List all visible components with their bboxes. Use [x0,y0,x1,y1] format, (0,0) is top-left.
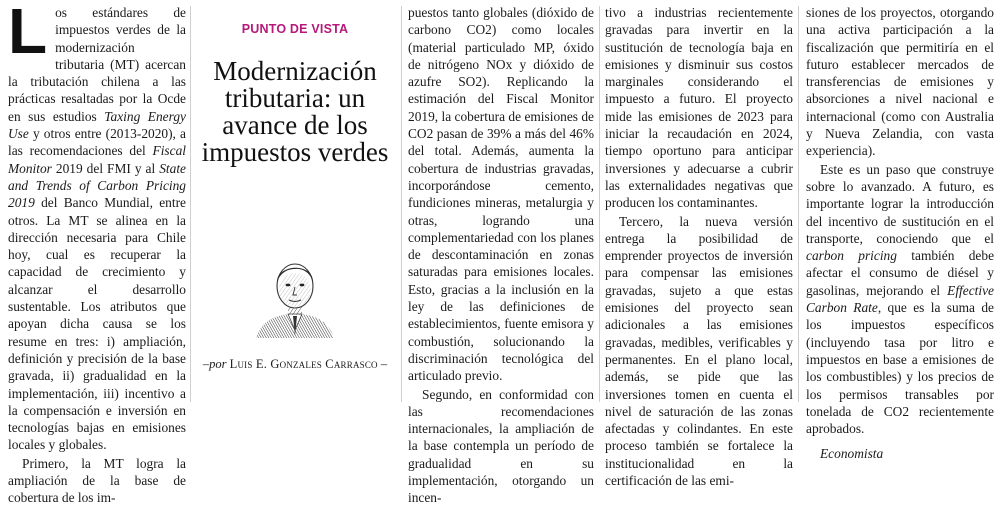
article-column-1 [8,0,186,507]
paragraph-4: Segundo, en conformidad con las recomendaciones internacionales, la ampliación de la base contempla un período de gradualidad en su implementación, otorgando un incen- [408,386,594,506]
headline-block [192,0,398,406]
byline: –por Luis E. Gonzales Carrasco – [202,357,388,371]
column-divider [190,6,191,402]
paragraph-8: Este es un paso que construye sobre lo avanzado. A futuro, es importante lograr la introducción del incentivo de sustitución en el transporte, conociendo que el carbon pricing también debe afectar el consumo de diésel y gasolinas, mejorando el Effective Carbon Rate, que es la suma de los impuestos específicos (incluyendo tasa por litro e impuestos en base a emisiones de los combustibles) y los precios de los permisos transables por tonelada de CO2 recientemente aprobados. [806,161,995,437]
author-name: Luis E. Gonzales Carrasco [229,357,378,371]
headline: Modernización tributaria: un avance de los impuestos verdes [201,56,389,167]
section-label: PUNTO DE VISTA [241,22,349,36]
article-column-2 [408,4,594,507]
paragraph-7: siones de los proyectos, otorgando una activa participación a la fiscalización que permitiría en el futuro establecer mercados de transferencias de emisiones y absorciones a nivel nacional e internacional (como con Australia y Nueva Zelandia, con vasta experiencia). [806,5,994,159]
paragraph-1: Los estándares de impuestos verdes de la modernización tributaria (MT) acercan la tributación chilena a las prácticas resaltadas por la Ocde en sus estudios Taxing Energy Use y otros entre (2013-2020), a las recomendaciones del Fiscal Monitor 2019 del FMI y al State and Trends of Carbon Pricing 2019 del Banco Mundial, entre otros. La MT se alinea en la dirección necesaria para Chile hoy, cual es recuperar la capacidad de crecimiento y alcanzar el desarrollo sustentable. Los atributos que apoyan dicha causa se los resume en tres: i) ampliación, definición y precisión de la base gravada, ii) gradualidad en la implementación, iii) incentivo a la compensación e inversión en tecnologías bajas en emisiones locales y globales. [8,0,186,453]
author-portrait [252,252,338,338]
column-divider [401,6,402,402]
author-role: Economista [820,446,884,462]
paragraph-3: puestos tanto globales (dióxido de carbono CO2) como locales (material particulado MP, óxido de nitrógeno NOx y dióxido de azufre SO2). Replicando la estimación del Fiscal Monitor 2019, la cobertura de emisiones de CO2 pasan de 39% a más del 46% del total. Además, aumenta la cobertura de industrias gravadas, incorporándose cemento, fundiciones mineras, metalurgia y otras, logrando una complementariedad con los planes de descontaminación en zonas saturadas para emisiones locales. Esto, gracias a la inclusión en la ley de las definiciones de establecimientos, fuente emisora y combustión, solucionando la discriminación tecnológica del articulado previo. [408,5,594,384]
column-divider [798,6,799,402]
paragraph-2: Primero, la MT logra la ampliación de la base de cobertura de los im- [8,455,186,506]
article-column-4 [806,4,994,463]
paragraph-6: Tercero, la nueva versión entrega la posibilidad de emprender proyectos de inversión para compensar las emisiones gravadas, sujeto a que estas emisiones del proyecto sean adicionales a las emisiones gravadas, medibles, verificables y permanentes. En el plano local, además, se pide que las inversiones tomen en cuenta el nivel de saturación de las zonas afectadas y colindantes. En este proceso también se fortalece la institucionalidad en la certificación de las emi- [605,213,793,489]
article-column-3 [605,4,793,489]
drop-cap: L [8,0,48,67]
paragraph-5: tivo a industrias recientemente gravadas para invertir en la sustitución de tecnología baja en emisiones y disminuir sus costos marginales considerando el impuesto a futuro. El proyecto mide las emisiones de 2023 para iniciar la recaudación en 2024, tiempo oportuno para anticipar inversiones y adecuarse a cubrir las externalidades negativas que producen los contaminantes. [605,5,793,211]
column-divider [599,6,600,402]
